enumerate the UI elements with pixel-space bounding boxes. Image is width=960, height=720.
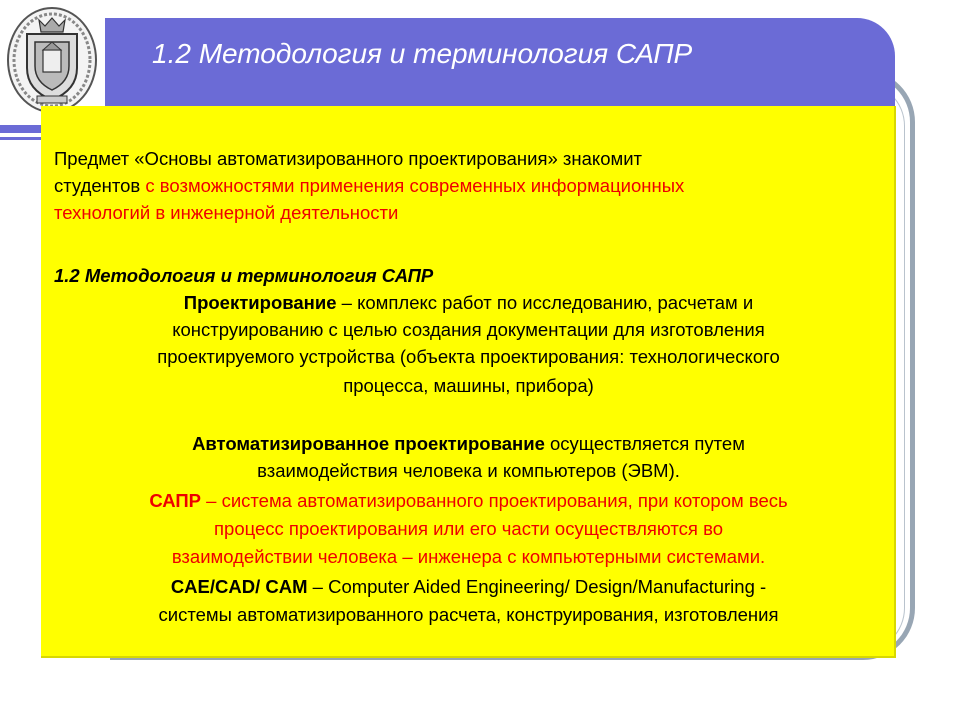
cae-definition-line-1 <box>41 573 896 600</box>
sapr-definition-line-1 <box>41 487 896 514</box>
section-heading: 1.2 Методология и терминология САПР <box>54 265 434 286</box>
cae-line-1-rest: – Computer Aided Engineering/ Design/Manufacturing - <box>307 576 767 597</box>
intro-line-1: Предмет «Основы автоматизированного проектирования» знакомит <box>54 148 643 169</box>
sapr-term: САПР <box>149 490 201 511</box>
design-definition-line-2: конструированию с целью создания документации для изготовления <box>172 319 765 340</box>
cae-term: CAE/CAD/ CAM <box>170 576 308 597</box>
intro-line-3: технологий в инженерной деятельности <box>54 202 399 223</box>
design-definition-line-4: процесса, машины, прибора) <box>343 375 594 396</box>
design-definition-line-1 <box>41 289 896 316</box>
cae-definition-line-2: системы автоматизированного расчета, конструирования, изготовления <box>158 604 779 625</box>
design-definition-line-3: проектируемого устройства (объекта проектирования: технологического <box>157 346 780 367</box>
slide-title: 1.2 Методология и терминология САПР <box>152 38 693 69</box>
intro-line-2-black: студентов <box>54 175 146 196</box>
sapr-definition-line-3: взаимодействии человека – инженера с компьютерными системами. <box>171 546 766 567</box>
sapr-line-1-rest: – система автоматизированного проектирования, при котором весь <box>201 490 788 511</box>
intro-line-2 <box>54 172 684 199</box>
design-line-1-rest: – комплекс работ по исследованию, расчетам и <box>336 292 754 313</box>
intro-line-2-red: с возможностями применения современных информационных <box>145 175 685 196</box>
auto-term: Автоматизированное проектирование <box>192 433 545 454</box>
design-term: Проектирование <box>183 292 337 313</box>
sapr-definition-line-2: процесс проектирования или его части осуществляются во <box>214 518 723 539</box>
auto-definition-line-2: взаимодействия человека и компьютеров (ЭВМ). <box>257 460 680 481</box>
university-emblem-icon <box>5 4 100 116</box>
auto-definition-line-1 <box>41 430 896 457</box>
auto-line-1-rest: осуществляется путем <box>544 433 745 454</box>
